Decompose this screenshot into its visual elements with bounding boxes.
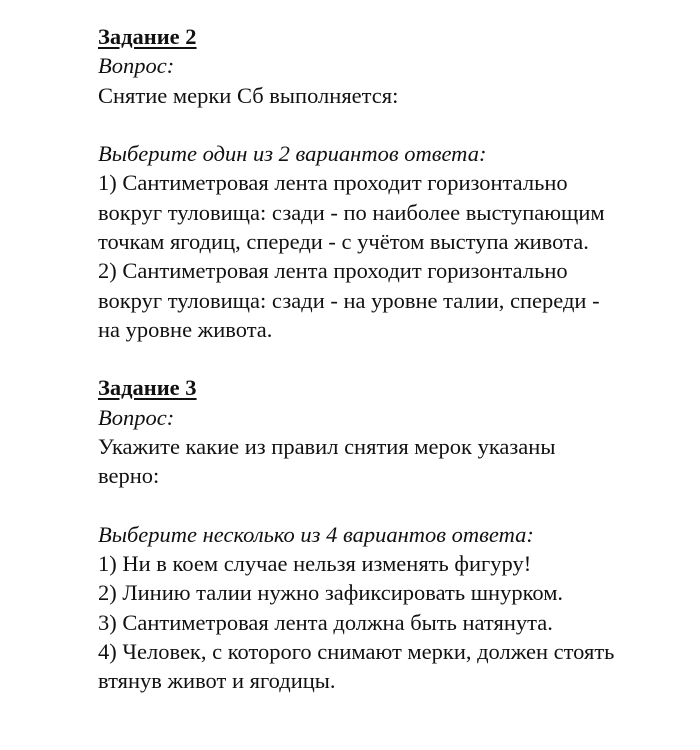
answer-line: 1) Сантиметровая лента проходит горизонтально bbox=[98, 170, 568, 196]
document-page bbox=[98, 22, 678, 696]
task-title: Задание 2 bbox=[98, 24, 197, 49]
answer-line: вокруг туловища: сзади - по наиболее выступающим bbox=[98, 199, 605, 225]
spacer bbox=[98, 110, 678, 139]
answer-line: 2) Линию талии нужно зафиксировать шнурком. bbox=[98, 580, 564, 606]
answer-line: втянув живот и ягодицы. bbox=[98, 668, 336, 694]
answer-line: 2) Сантиметровая лента проходит горизонтально bbox=[98, 258, 568, 284]
answer-line: точкам ягодиц, спереди - с учётом выступа живота. bbox=[98, 229, 589, 255]
answer-instruction: Выберите один из 2 вариантов ответа: bbox=[98, 141, 487, 167]
question-text: верно: bbox=[98, 463, 160, 489]
task-3 bbox=[98, 373, 678, 695]
question-label: Вопрос: bbox=[98, 53, 175, 79]
question-label: Вопрос: bbox=[98, 404, 175, 430]
answer-line: 4) Человек, с которого снимают мерки, должен стоять bbox=[98, 638, 615, 664]
answer-line: на уровне живота. bbox=[98, 316, 273, 342]
task-title: Задание 3 bbox=[98, 375, 197, 401]
question-text: Укажите какие из правил снятия мерок указаны bbox=[98, 433, 556, 459]
question-text: Снятие мерки Сб выполняется: bbox=[98, 82, 399, 108]
answer-line: 3) Сантиметровая лента должна быть натянута. bbox=[98, 609, 553, 635]
answer-line: вокруг туловища: сзади - на уровне талии, спереди - bbox=[98, 287, 600, 313]
task-2 bbox=[98, 22, 678, 344]
spacer bbox=[98, 490, 678, 519]
answer-line: 1) Ни в коем случае нельзя изменять фигуру! bbox=[98, 551, 532, 577]
answer-instruction: Выберите несколько из 4 вариантов ответа: bbox=[98, 521, 534, 547]
